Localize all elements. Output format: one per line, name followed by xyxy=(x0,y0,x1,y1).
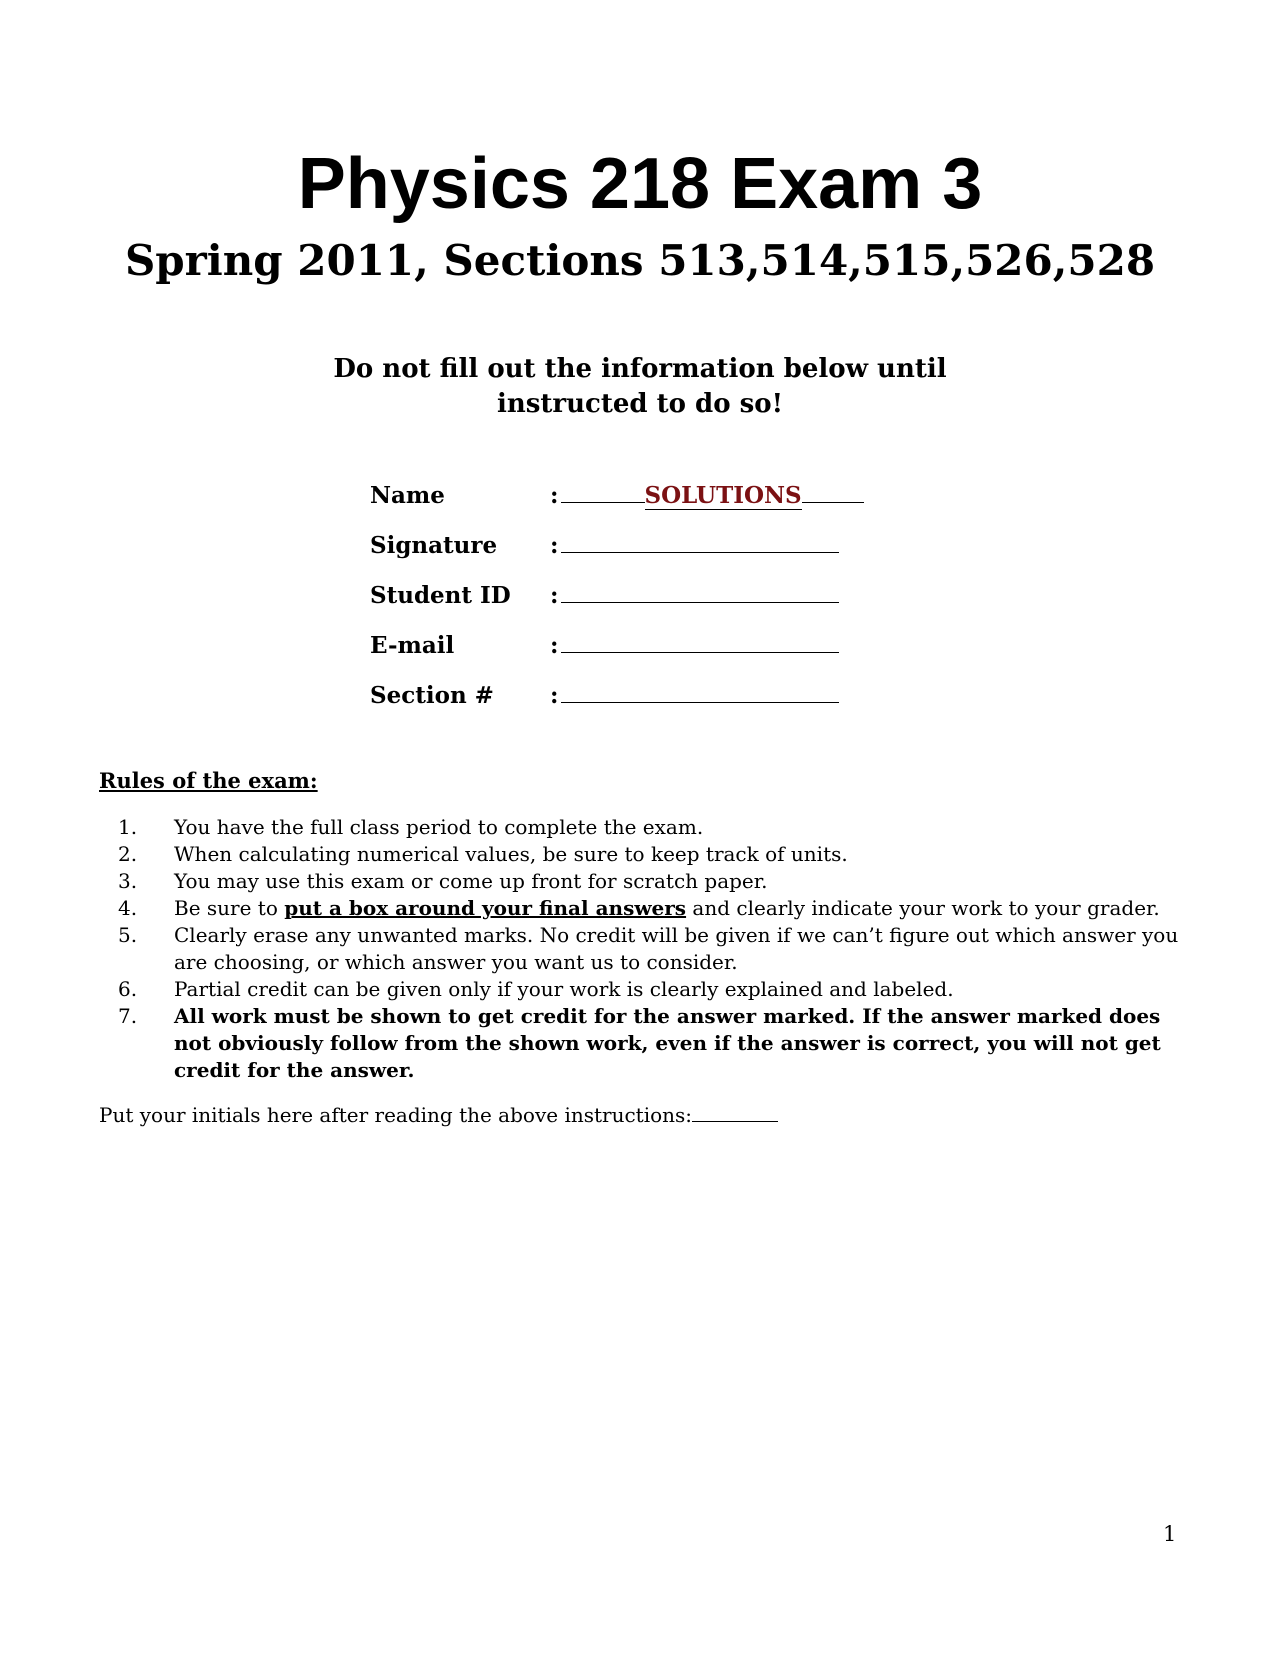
initials-label: Put your initials here after reading the above instructions: xyxy=(99,1103,693,1127)
field-colon: : xyxy=(550,482,559,509)
rule-emphasis: put a box around your final answers xyxy=(284,896,687,920)
field-label-name: Name xyxy=(370,482,445,509)
rule-number: 1. xyxy=(118,815,138,839)
list-item xyxy=(99,868,1199,895)
rule-text-pre: Be sure to xyxy=(174,896,285,920)
list-item xyxy=(99,1003,1199,1084)
notice-line-2: instructed to do so! xyxy=(496,389,783,419)
signature-field[interactable] xyxy=(550,532,839,559)
notice-line-1: Do not fill out the information below until xyxy=(333,354,947,384)
field-colon: : xyxy=(550,682,559,709)
instruction-notice xyxy=(0,352,1280,422)
field-colon: : xyxy=(550,632,559,659)
rules-heading: Rules of the exam: xyxy=(99,768,318,793)
rule-text: All work must be shown to get credit for the answer marked. If the answer marked does not obviously follow from the shown work, even if the answer is correct, you will not get credit for the answer. xyxy=(174,1004,1161,1082)
exam-title: Physics 218 Exam 3 xyxy=(297,144,983,224)
field-label-signature: Signature xyxy=(370,532,498,559)
field-student-id xyxy=(370,582,864,632)
rule-text: Partial credit can be given only if your work is clearly explained and labeled. xyxy=(174,977,954,1001)
field-email xyxy=(370,632,864,682)
initials-field[interactable] xyxy=(692,1107,778,1122)
name-field[interactable] xyxy=(550,482,864,510)
field-label-student-id: Student ID xyxy=(370,582,511,609)
student-id-field[interactable] xyxy=(550,582,839,609)
field-label-email: E-mail xyxy=(370,632,455,659)
rule-text: You have the full class period to complete the exam. xyxy=(174,815,704,839)
list-item xyxy=(99,814,1199,841)
field-blank-line xyxy=(561,534,839,553)
list-item xyxy=(99,841,1199,868)
rule-text: You may use this exam or come up front for scratch paper. xyxy=(174,869,768,893)
field-blank-line xyxy=(802,484,864,503)
list-item xyxy=(99,895,1199,922)
list-item xyxy=(99,922,1199,976)
rule-text-post: and clearly indicate your work to your grader. xyxy=(686,896,1160,920)
field-blank-line xyxy=(561,484,645,503)
initials-prompt xyxy=(99,1103,778,1127)
field-blank-line xyxy=(561,634,839,653)
field-section xyxy=(370,682,864,732)
section-field[interactable] xyxy=(550,682,839,709)
rule-number: 4. xyxy=(118,896,138,920)
email-field[interactable] xyxy=(550,632,839,659)
field-colon: : xyxy=(550,532,559,559)
field-name xyxy=(370,482,864,532)
field-signature xyxy=(370,532,864,582)
rule-text xyxy=(174,895,1199,922)
field-colon: : xyxy=(550,582,559,609)
field-blank-line xyxy=(561,684,839,703)
page-number: 1 xyxy=(1163,1522,1177,1546)
student-info-form xyxy=(370,482,864,732)
rule-text: Clearly erase any unwanted marks. No credit will be given if we can’t figure out which answer you are choosing, or which answer you want us to consider. xyxy=(174,923,1179,974)
rule-text: When calculating numerical values, be sure to keep track of units. xyxy=(174,842,848,866)
rule-number: 2. xyxy=(118,842,138,866)
field-label-section: Section # xyxy=(370,682,494,709)
field-blank-line xyxy=(561,584,839,603)
rules-list xyxy=(99,814,1199,1084)
exam-subtitle: Spring 2011, Sections 513,514,515,526,528 xyxy=(124,236,1156,285)
list-item xyxy=(99,976,1199,1003)
rule-number: 6. xyxy=(118,977,138,1001)
rule-number: 5. xyxy=(118,923,138,947)
rule-number: 7. xyxy=(118,1004,138,1028)
name-value: SOLUTIONS xyxy=(644,482,802,509)
rule-number: 3. xyxy=(118,869,138,893)
